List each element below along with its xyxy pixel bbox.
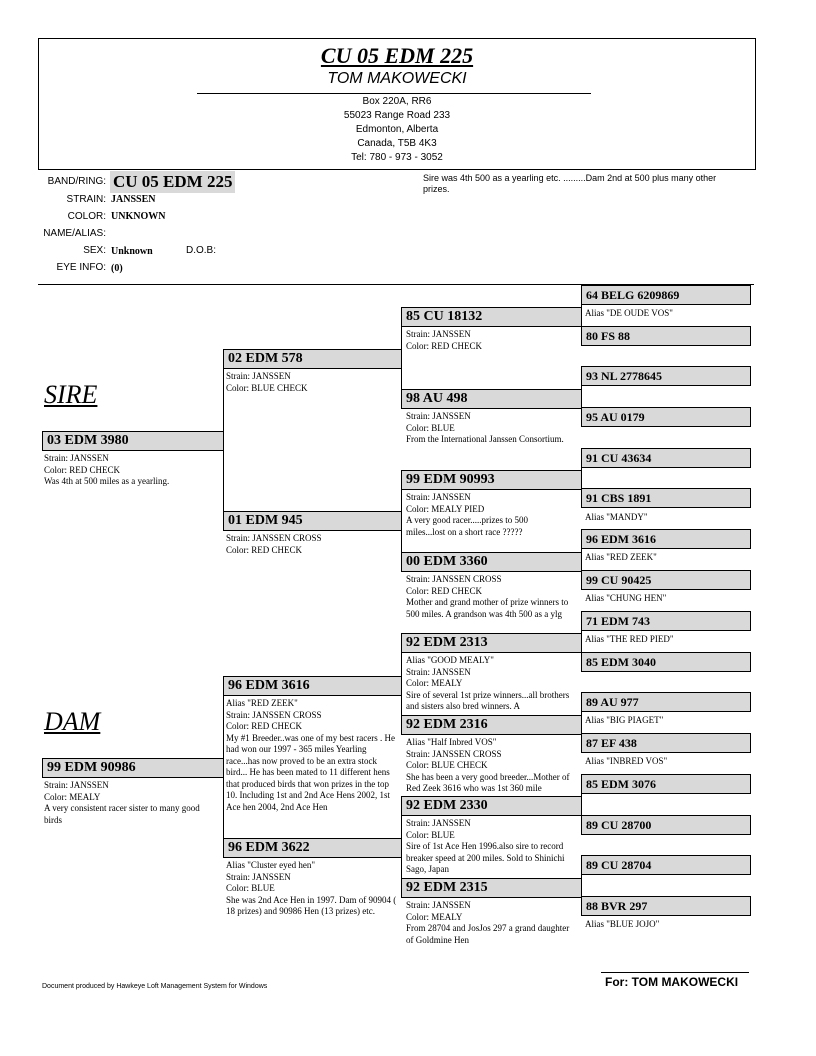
- dob-label: D.O.B:: [186, 245, 217, 256]
- detail-line: Color: BLUE CHECK: [226, 382, 308, 393]
- name-alias-label: NAME/ALIAS:: [43, 228, 106, 239]
- detail-line: A very consistent racer sister to many good birds: [44, 803, 200, 825]
- detail-line: She was 2nd Ace Hen in 1997. Dam of 90904 ( 18 prizes) and 90986 Hen (13 prizes) etc.: [226, 894, 397, 916]
- detail-line: Was 4th at 500 miles as a yearling.: [44, 476, 170, 486]
- detail-line: Color: BLUE CHECK: [406, 760, 488, 770]
- owner-divider: [197, 93, 591, 94]
- color-label: COLOR:: [67, 211, 106, 222]
- color-value: UNKNOWN: [111, 211, 166, 222]
- detail-line: Strain: JANSSEN: [406, 492, 471, 502]
- detail-line: From the International Janssen Consortium.: [406, 434, 564, 444]
- gen4-ring-box: 89 AU 977: [581, 692, 751, 712]
- gen3-details: [406, 329, 578, 352]
- detail-line: A very good racer.....prizes to 500 miles...lost on a short race ?????: [406, 515, 528, 537]
- gen2-details: [226, 860, 400, 918]
- detail-line: Alias "Half Inbred VOS": [406, 737, 497, 747]
- detail-line: Strain: JANSSEN: [406, 411, 471, 421]
- band-value: CU 05 EDM 225: [110, 171, 235, 193]
- strain-value: JANSSEN: [111, 194, 156, 205]
- gen4-alias: Alias "BIG PIAGET": [585, 715, 664, 725]
- detail-line: Strain: JANSSEN CROSS: [406, 574, 502, 584]
- gen2-ring-box: 01 EDM 945: [223, 511, 402, 531]
- pedigree-ring-title: CU 05 EDM 225: [320, 43, 474, 68]
- detail-line: Strain: JANSSEN: [406, 329, 471, 339]
- gen2-ring-box: 96 EDM 3616: [223, 676, 402, 696]
- gen2-details: [226, 698, 400, 836]
- detail-line: Strain: JANSSEN CROSS: [226, 533, 322, 543]
- owner-name: TOM MAKOWECKI: [327, 70, 467, 87]
- strain-label: STRAIN:: [66, 194, 106, 205]
- gen2-details: [226, 371, 398, 394]
- detail-line: Strain: JANSSEN: [406, 900, 471, 910]
- gen4-ring-box: 85 EDM 3076: [581, 774, 751, 794]
- address-line: Edmonton, Alberta: [355, 124, 439, 135]
- gen4-ring-box: 71 EDM 743: [581, 611, 751, 631]
- address-line: Box 220A, RR6: [362, 96, 432, 107]
- detail-line: Alias "RED ZEEK": [226, 698, 298, 708]
- gen3-details: [406, 737, 580, 795]
- gen4-ring-box: 89 CU 28704: [581, 855, 751, 875]
- detail-line: Alias "Cluster eyed hen": [226, 860, 316, 870]
- gen3-details: [406, 574, 580, 620]
- band-label: BAND/RING:: [47, 176, 106, 187]
- gen3-ring-box: 92 EDM 2316: [401, 715, 582, 735]
- gen4-ring-box: 95 AU 0179: [581, 407, 751, 427]
- gen4-alias: Alias "MANDY": [585, 512, 648, 522]
- gen3-ring-box: 92 EDM 2313: [401, 633, 582, 653]
- detail-line: Strain: JANSSEN: [406, 666, 471, 677]
- gen4-ring-box: 96 EDM 3616: [581, 529, 751, 549]
- gen3-ring-box: 98 AU 498: [401, 389, 582, 409]
- gen4-alias: Alias "CHUNG HEN": [585, 593, 667, 603]
- gen4-ring-box: 85 EDM 3040: [581, 652, 751, 672]
- gen4-ring-box: 87 EF 438: [581, 733, 751, 753]
- gen2-ring-box: 02 EDM 578: [223, 349, 402, 369]
- sire-label: SIRE: [44, 380, 98, 409]
- detail-line: My #1 Breeder..was one of my best racers . He had won our 1997 - 365 miles Yearling race...has now proved to be an extra stock bird... He has been mated to 11 different hens that produced birds that won prizes in the top 10. Including 1st and 2nd Ace Hens 2002, 1st Ace hen 2004, 2nd Ace Hen: [226, 732, 395, 812]
- detail-line: Strain: JANSSEN: [44, 453, 109, 463]
- gen3-ring-box: 92 EDM 2315: [401, 878, 582, 898]
- eye-info-value: (0): [111, 263, 123, 274]
- phone-line: Tel: 780 - 973 - 3052: [351, 152, 443, 163]
- detail-line: Strain: JANSSEN CROSS: [226, 709, 322, 720]
- detail-line: Color: RED CHECK: [406, 585, 483, 596]
- gen3-details: [406, 818, 578, 876]
- gen4-alias: Alias "DE OUDE VOS": [585, 308, 673, 318]
- detail-line: Color: MEALY: [44, 791, 101, 802]
- gen4-alias: Alias "RED ZEEK": [585, 552, 657, 562]
- gen4-ring-box: 93 NL 2778645: [581, 366, 751, 386]
- gen3-details: [406, 655, 570, 713]
- gen3-ring-box: 00 EDM 3360: [401, 552, 582, 572]
- detail-line: Strain: JANSSEN: [44, 780, 109, 790]
- gen4-ring-box: 80 FS 88: [581, 326, 751, 346]
- dam-label: DAM: [44, 707, 101, 736]
- detail-line: Color: BLUE: [406, 829, 455, 840]
- detail-line: Strain: JANSSEN: [226, 871, 291, 882]
- eye-info-label: EYE INFO:: [56, 262, 106, 273]
- gen2-ring-box: 96 EDM 3622: [223, 838, 402, 858]
- dam-ring-box: 99 EDM 90986: [42, 758, 224, 778]
- detail-line: Color: RED CHECK: [44, 464, 121, 475]
- address-line: Canada, T5B 4K3: [357, 138, 437, 149]
- gen3-details: [406, 900, 578, 946]
- gen4-alias: Alias "BLUE JOJO": [585, 919, 660, 929]
- detail-line: From 28704 and JosJos 297 a grand daughter of Goldmine Hen: [406, 923, 570, 945]
- detail-line: Mother and grand mother of prize winners to 500 miles. A grandson was 4th 500 as a ylg: [406, 597, 569, 619]
- gen4-ring-box: 99 CU 90425: [581, 570, 751, 590]
- detail-line: Strain: JANSSEN CROSS: [406, 748, 502, 759]
- gen4-ring-box: 91 CBS 1891: [581, 488, 751, 508]
- detail-line: Color: MEALY: [406, 911, 463, 922]
- dam-details: [44, 780, 216, 826]
- gen4-alias: Alias "THE RED PIED": [585, 634, 674, 644]
- sire-ring-box: 03 EDM 3980: [42, 431, 224, 451]
- detail-line: Alias "GOOD MEALY": [406, 655, 494, 665]
- detail-line: Color: RED CHECK: [226, 544, 303, 555]
- sex-label: SEX:: [83, 245, 106, 256]
- produced-by-note: Document produced by Hawkeye Loft Management System for Windows: [42, 983, 268, 990]
- detail-line: Color: RED CHECK: [406, 340, 483, 351]
- gen2-details: [226, 533, 398, 556]
- detail-line: Sire of several 1st prize winners...all brothers and sisters also bred winners. A: [406, 689, 570, 711]
- gen4-alias: Alias "INBRED VOS": [585, 756, 668, 766]
- detail-line: Color: BLUE: [406, 422, 455, 433]
- detail-line: Sire of 1st Ace Hen 1996.also sire to record breaker speed at 200 miles. Sold to Shinichi Sago, Japan: [406, 841, 565, 874]
- for-owner-label: For: TOM MAKOWECKI: [605, 975, 739, 989]
- detail-line: Color: MEALY: [406, 678, 463, 688]
- gen3-details: [406, 411, 580, 446]
- gen4-ring-box: 88 BVR 297: [581, 896, 751, 916]
- gen3-details: [406, 492, 566, 538]
- address-line: 55023 Range Road 233: [343, 110, 451, 121]
- gen3-ring-box: 99 EDM 90993: [401, 470, 582, 490]
- sire-details: [44, 453, 222, 488]
- footer-divider: [601, 972, 749, 973]
- detail-line: Color: MEALY PIED: [406, 503, 485, 514]
- detail-line: Color: RED CHECK: [226, 721, 303, 731]
- gen4-ring-box: 89 CU 28700: [581, 815, 751, 835]
- detail-line: Strain: JANSSEN: [406, 818, 471, 828]
- header-box: [38, 38, 756, 170]
- detail-line: She has been a very good breeder...Mother of Red Zeek 3616 who was 1st 360 mile: [406, 771, 570, 793]
- gen4-ring-box: 64 BELG 6209869: [581, 285, 751, 305]
- gen4-ring-box: 91 CU 43634: [581, 448, 751, 468]
- detail-line: Strain: JANSSEN: [226, 371, 291, 381]
- sex-value: Unknown: [111, 246, 153, 257]
- gen3-ring-box: 92 EDM 2330: [401, 796, 582, 816]
- gen3-ring-box: 85 CU 18132: [401, 307, 582, 327]
- detail-line: Color: BLUE: [226, 883, 275, 893]
- notes-text: Sire was 4th 500 as a yearling etc. .........Dam 2nd at 500 plus many other prizes.: [423, 173, 717, 194]
